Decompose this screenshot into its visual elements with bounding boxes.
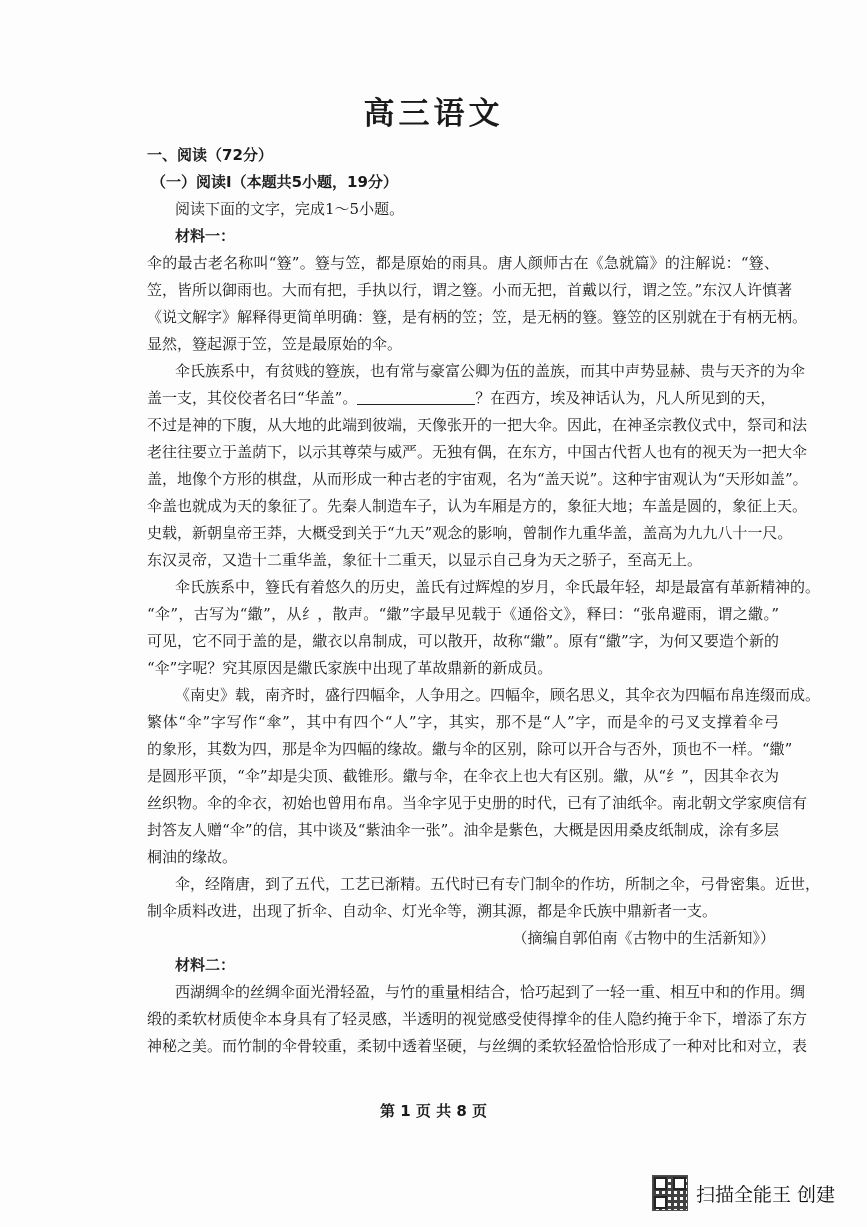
p4-line: 繁体“伞”字写作“傘”，其中有四个“人”字，其实，那不是“人”字，而是伞的弓叉支撑着伞弓 — [147, 713, 779, 731]
p2-line-with-blank — [147, 388, 775, 408]
watermark-text: 扫描全能王 创建 — [696, 1183, 836, 1206]
answer-blank[interactable] — [357, 389, 475, 405]
source-citation: （摘编自郭伯南《古物中的生活新知》） — [512, 929, 775, 947]
p1-line: 显然，簦起源于笠，笠是最原始的伞。 — [147, 335, 403, 353]
p4-line: 桐油的缘故。 — [147, 848, 238, 866]
material2-heading: 材料二： — [175, 956, 236, 974]
p2-line: 不过是神的下腹，从大地的此端到彼端，天像张开的一把大伞。因此，在神圣宗教仪式中，祭司和法 — [147, 416, 808, 434]
p5-line: 制伞质料改进，出现了折伞、自动伞、灯光伞等，溯其源，都是伞氏族中鼎新者一支。 — [147, 902, 718, 920]
p2-text-before-blank: 盖一支，其佼佼者名曰“华盖”。 — [147, 389, 358, 407]
p3-line: “伞”，古写为“繖”，从纟，散声。“繖”字最早见载于《通俗文》，释曰：“张帛避雨，谓之繖。” — [147, 605, 779, 623]
material1-heading: 材料一： — [175, 227, 236, 245]
instruction-text: 阅读下面的文字，完成1～5小题。 — [175, 200, 405, 218]
p1-line: 笠，皆所以御雨也。大而有把，手执以行，谓之簦。小而无把，首戴以行，谓之笠。”东汉人许慎著 — [147, 281, 793, 299]
scanner-watermark — [652, 1173, 852, 1213]
qr-code-icon — [652, 1175, 688, 1211]
p1-line: 《说文解字》解释得更简单明确：簦，是有柄的笠；笠，是无柄的簦。簦笠的区别就在于有柄无柄。 — [147, 308, 808, 326]
p4-line: 丝织物。伞的伞衣，初始也曾用布帛。当伞字见于史册的时代，已有了油纸伞。南北朝文学家庾信有 — [147, 794, 808, 812]
p3-line: “伞”字呢？究其原因是繖氏家族中出现了革故鼎新的新成员。 — [147, 659, 553, 677]
page-number: 第 1 页 共 8 页 — [380, 1102, 487, 1120]
section-heading: 一、阅读（72分） — [147, 146, 273, 164]
p3-line: 可见，它不同于盖的是，繖衣以帛制成，可以散开，故称“繖”。原有“繖”字，为何又要造个新的 — [147, 632, 779, 650]
p2-line: 盖，地像个方形的棋盘，从而形成一种古老的宇宙观，名为“盖天说”。这种宇宙观认为“天形如盖”。 — [147, 470, 808, 488]
p6-line: 神秘之美。而竹制的伞骨较重，柔韧中透着坚硬，与丝绸的柔软轻盈恰恰形成了一种对比和对立，表 — [147, 1037, 808, 1055]
subsection-heading: （一）阅读I（本题共5小题，19分） — [151, 173, 398, 191]
p3-line: 伞氏族系中，簦氏有着悠久的历史，盖氏有过辉煌的岁月，伞氏最年轻，却是最富有革新精神的。 — [175, 578, 821, 596]
p4-line: 《南史》载，南齐时，盛行四幅伞，人争用之。四幅伞，顾名思义，其伞衣为四幅布帛连缀而成。 — [175, 686, 821, 704]
p6-line: 缎的柔软材质使伞本身具有了轻灵感，半透明的视觉感受使得撑伞的佳人隐约掩于伞下，增添了东方 — [147, 1010, 808, 1028]
page-title: 高三语文 — [363, 96, 504, 132]
p2-line: 伞盖也就成为天的象征了。先秦人制造车子，认为车厢是方的，象征大地；车盖是圆的，象征上天。 — [147, 497, 808, 515]
p4-line: 是圆形平顶，“伞”却是尖顶、截锥形。繖与伞，在伞衣上也大有区别。繖，从“纟”，因其伞衣为 — [147, 767, 779, 785]
p6-line: 西湖绸伞的丝绸伞面光滑轻盈，与竹的重量相结合，恰巧起到了一轻一重、相互中和的作用。绸 — [175, 983, 806, 1001]
p5-line: 伞，经隋唐，到了五代，工艺已渐精。五代时已有专门制伞的作坊，所制之伞，弓骨密集。近世， — [175, 875, 821, 893]
p2-line: 东汉灵帝，又造十二重华盖，象征十二重天，以显示自己身为天之骄子，至高无上。 — [147, 551, 703, 569]
p4-line: 封答友人赠“伞”的信，其中谈及“紫油伞一张”。油伞是紫色，大概是因用桑皮纸制成，涂有多层 — [147, 821, 779, 839]
p2-line: 伞氏族系中，有贫贱的簦族，也有常与豪富公卿为伍的盖族，而其中声势显赫、贵与天齐的为伞 — [175, 362, 806, 380]
p2-text-after-blank: ？在西方，埃及神话认为，凡人所见到的天， — [475, 389, 776, 407]
p1-line: 伞的最古老名称叫“簦”。簦与笠，都是原始的雨具。唐人颜师古在《急就篇》的注解说：“簦、 — [147, 254, 779, 272]
p2-line: 老往往要立于盖荫下，以示其尊荣与威严。无独有偶，在东方，中国古代哲人也有的视天为一把大伞 — [147, 443, 808, 461]
p4-line: 的象形，其数为四，那是伞为四幅的缘故。繖与伞的区别，除可以开合与否外，顶也不一样。“繖” — [147, 740, 793, 758]
p2-line: 史载，新朝皇帝王莽，大概受到关于“九天”观念的影响，曾制作九重华盖，盖高为九九八十一尺。 — [147, 524, 793, 542]
